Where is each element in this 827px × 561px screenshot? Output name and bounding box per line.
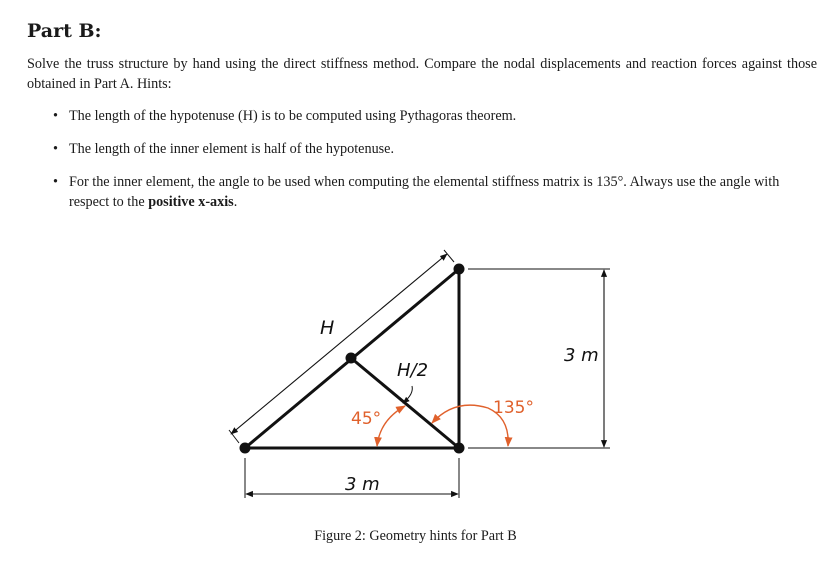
truss-figure	[0, 240, 827, 520]
height-label: 3 m	[564, 345, 599, 366]
node-top	[454, 264, 465, 275]
hint-item	[27, 172, 817, 212]
figure-caption-text: Figure 2: Geometry hints for Part B	[314, 528, 517, 544]
hint-item	[27, 139, 817, 159]
hint-list	[27, 106, 817, 212]
hint-item	[27, 106, 817, 126]
inner-label-pointer	[403, 386, 412, 403]
base-label: 3 m	[345, 474, 380, 495]
hint-text: The length of the inner element is half of the hypotenuse.	[69, 141, 395, 157]
hint-text: The length of the hypotenuse (H) is to be computed using Pythagoras theorem.	[69, 108, 517, 124]
hypotenuse-dimension-line	[231, 254, 447, 434]
bullet-icon: •	[53, 174, 58, 190]
truss-diagram	[0, 240, 827, 520]
angle-label-45: 45°	[351, 409, 382, 429]
dimension-tick	[444, 250, 454, 262]
hint-text: For the inner element, the angle to be used when computing the elemental stiffness matrix is 135°. Always use the angle with respect to the	[69, 174, 780, 210]
part-title: Part B:	[27, 20, 102, 42]
figure-caption	[0, 528, 827, 545]
inner-length-label: H/2	[397, 360, 429, 381]
node-mid	[346, 353, 357, 364]
hypotenuse-label: H	[320, 317, 335, 339]
hint-bold-text: positive x-axis	[148, 194, 234, 210]
bullet-icon: •	[53, 141, 58, 157]
intro-paragraph: Solve the truss structure by hand using the direct stiffness method. Compare the nodal displacements and reaction forces against those obtained in Part A. Hints:	[27, 56, 817, 92]
node-bottom-right	[454, 443, 465, 454]
bullet-icon: •	[53, 108, 58, 124]
angle-arc-45	[377, 406, 405, 446]
node-bottom-left	[240, 443, 251, 454]
hint-end-text: .	[233, 194, 238, 210]
angle-label-135: 135°	[493, 398, 534, 418]
